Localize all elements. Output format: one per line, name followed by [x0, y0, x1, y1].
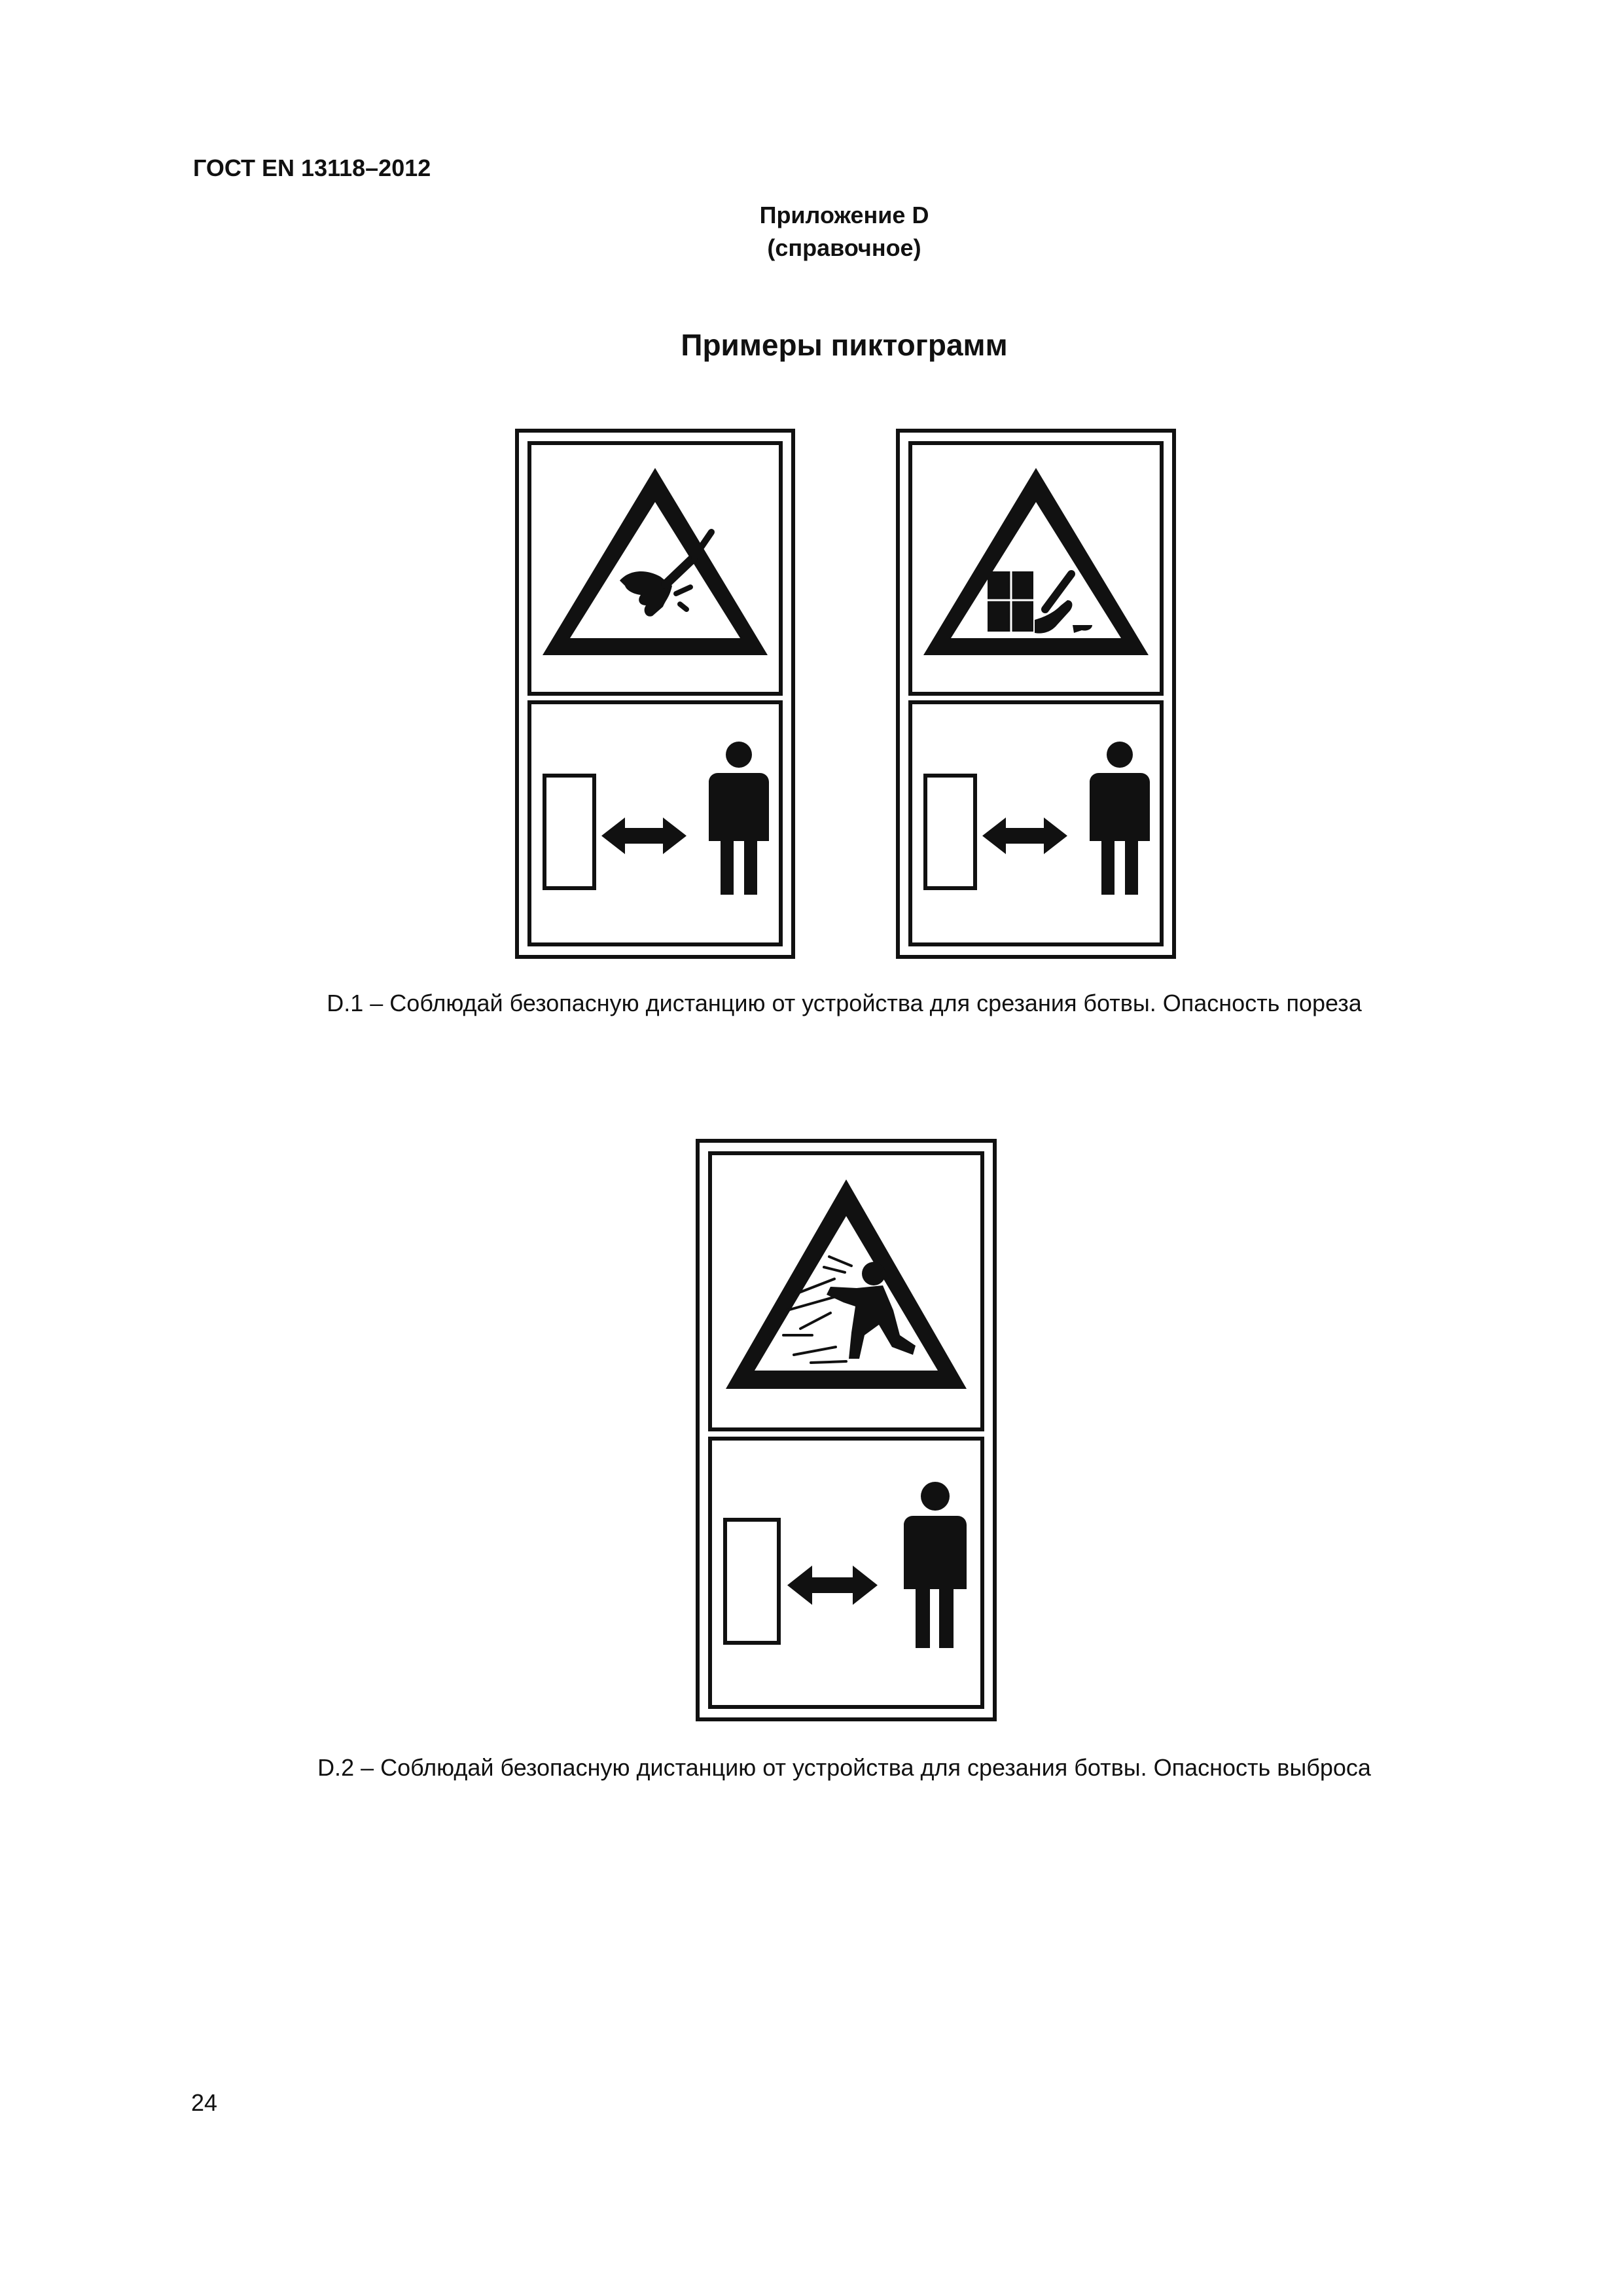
pictogram-sign-d2 — [696, 1139, 997, 1721]
document-code: ГОСТ EN 13118–2012 — [193, 154, 431, 181]
annex-title: Приложение D — [759, 202, 929, 228]
figure-caption-d1: D.1 – Соблюдай безопасную дистанцию от устройства для срезания ботвы. Опасность пореза — [327, 990, 1362, 1016]
safe-distance-icon — [529, 702, 781, 944]
pictogram-sign-d1-left — [515, 429, 795, 959]
crush-cut-hazard-icon — [910, 443, 1162, 694]
section-heading: Примеры пиктограмм — [681, 328, 1008, 362]
annex-status: (справочное) — [767, 234, 921, 261]
thrown-objects-hazard-icon — [710, 1153, 982, 1429]
safe-distance-icon — [710, 1439, 982, 1707]
figure-caption-d2: D.2 – Соблюдай безопасную дистанцию от устройства для срезания ботвы. Опасность выброса — [317, 1754, 1371, 1781]
hand-cut-hazard-icon — [529, 443, 781, 694]
safe-distance-icon — [910, 702, 1162, 944]
page-number: 24 — [191, 2089, 218, 2116]
pictogram-sign-d1-right — [896, 429, 1176, 959]
